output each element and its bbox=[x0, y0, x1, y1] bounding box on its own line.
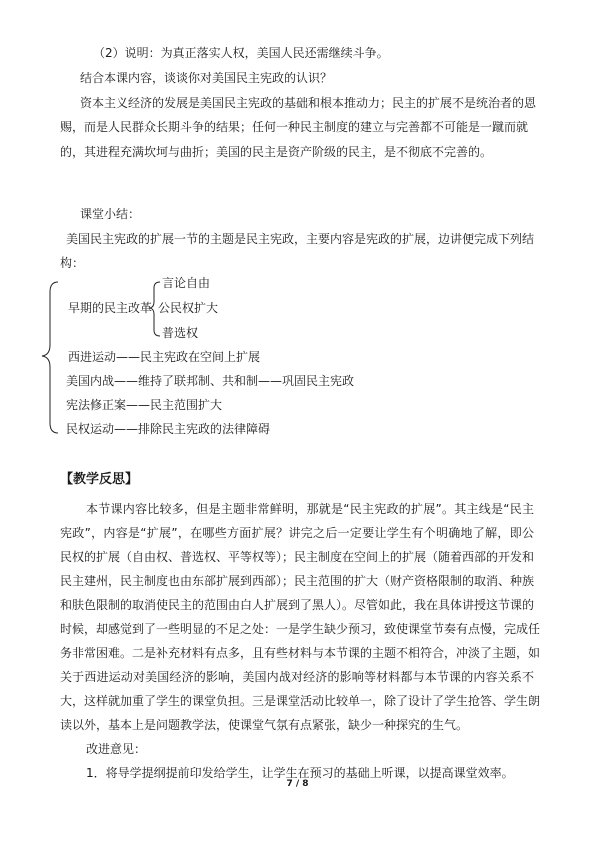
reflection-line-5: 和肤色限制的取消使民主的范围由白人扩展到了黑人）。尽管如此，我在具体讲授这节课的 bbox=[60, 598, 535, 612]
summary-item-civil-war: 美国内战——维持了联邦制、共和制——巩固民主宪政 bbox=[66, 374, 355, 388]
intro-answer-line-2: 赐，而是人民群众长期斗争的结果；任何一种民主制度的建立与完善都不可能是一蹴而就 bbox=[60, 120, 529, 134]
summary-line-2: 构： bbox=[60, 256, 85, 270]
summary-line-1: 美国民主宪政的扩展一节的主题是民主宪政，主要内容是宪政的扩展，边讲便完成下列结 bbox=[66, 232, 535, 246]
summary-item-westward: 西进运动——民主宪政在空间上扩展 bbox=[68, 350, 261, 364]
reflection-line-1: 本节课内容比较多，但是主题非常鲜明，那就是“民主宪政的扩展”。其主线是“民主 bbox=[86, 502, 534, 516]
outer-brace bbox=[42, 282, 58, 433]
reflection-line-8: 关于西进运动对美国经济的影响，美国内战对经济的影响等材料都与本节课的内容关系不 bbox=[60, 670, 534, 684]
page-number: 7 / 8 bbox=[286, 779, 309, 789]
improve-heading: 改进意见： bbox=[86, 742, 147, 756]
summary-item-amendments: 宪法修正案——民主范围扩大 bbox=[66, 398, 223, 412]
summary-heading: 课堂小结： bbox=[80, 207, 141, 221]
reflection-line-6: 时候，却感觉到了一些明显的不足之处：一是学生缺少预习，致使课堂节奏有点慢，完成任 bbox=[60, 622, 541, 636]
intro-point-2: （2）说明：为真正落实人权，美国人民还需继续斗争。 bbox=[93, 46, 389, 60]
reform-item-speech: 言论自由 bbox=[162, 276, 211, 290]
reform-label: 早期的民主改革 bbox=[68, 301, 153, 315]
intro-question: 结合本课内容，谈谈你对美国民主宪政的认识？ bbox=[80, 71, 333, 85]
reflection-line-7: 务非常困难。二是补充材料有点多，且有些材料与本节课的主题不相符合，冲淡了主题，如 bbox=[60, 646, 541, 660]
reflection-heading: 【教学反思】 bbox=[60, 472, 139, 487]
reflection-line-2: 宪政”，内容是“扩展”，在哪些方面扩展？讲完之后一定要让学生有个明确地了解，即公 bbox=[60, 526, 534, 540]
intro-answer-line-3: 的，其进程充满坎坷与曲折；美国的民主是资产阶级的民主，是不彻底不完善的。 bbox=[60, 145, 493, 159]
reform-item-citizenship: 公民权扩大 bbox=[158, 301, 219, 315]
reflection-line-9: 大，这样就加重了学生的课堂负担。三是课堂活动比较单一，除了设计了学生抢答、学生朗 bbox=[60, 694, 541, 708]
reform-item-suffrage: 普选权 bbox=[162, 326, 199, 340]
reflection-line-4: 民主建州，民主制度也由东部扩展到西部）；民主范围的扩大（财产资格限制的取消、种族 bbox=[60, 574, 535, 588]
reflection-line-3: 民权的扩展（自由权、普选权、平等权等）；民主制度在空间上的扩展（随着西部的开发和 bbox=[60, 550, 535, 564]
intro-answer-line-1: 资本主义经济的发展是美国民主宪政的基础和根本推动力；民主的扩展不是统治者的恩 bbox=[80, 96, 537, 110]
reflection-line-10: 读以外，基本上是问题教学法，使课堂气氛有点紧张，缺少一种探究的生气。 bbox=[60, 718, 469, 732]
improve-item-1: 1．将导学提纲提前印发给学生，让学生在预习的基础上听课，以提高课堂效率。 bbox=[86, 766, 514, 780]
summary-item-civil-rights: 民权运动——排除民主宪政的法律障碍 bbox=[66, 422, 271, 436]
